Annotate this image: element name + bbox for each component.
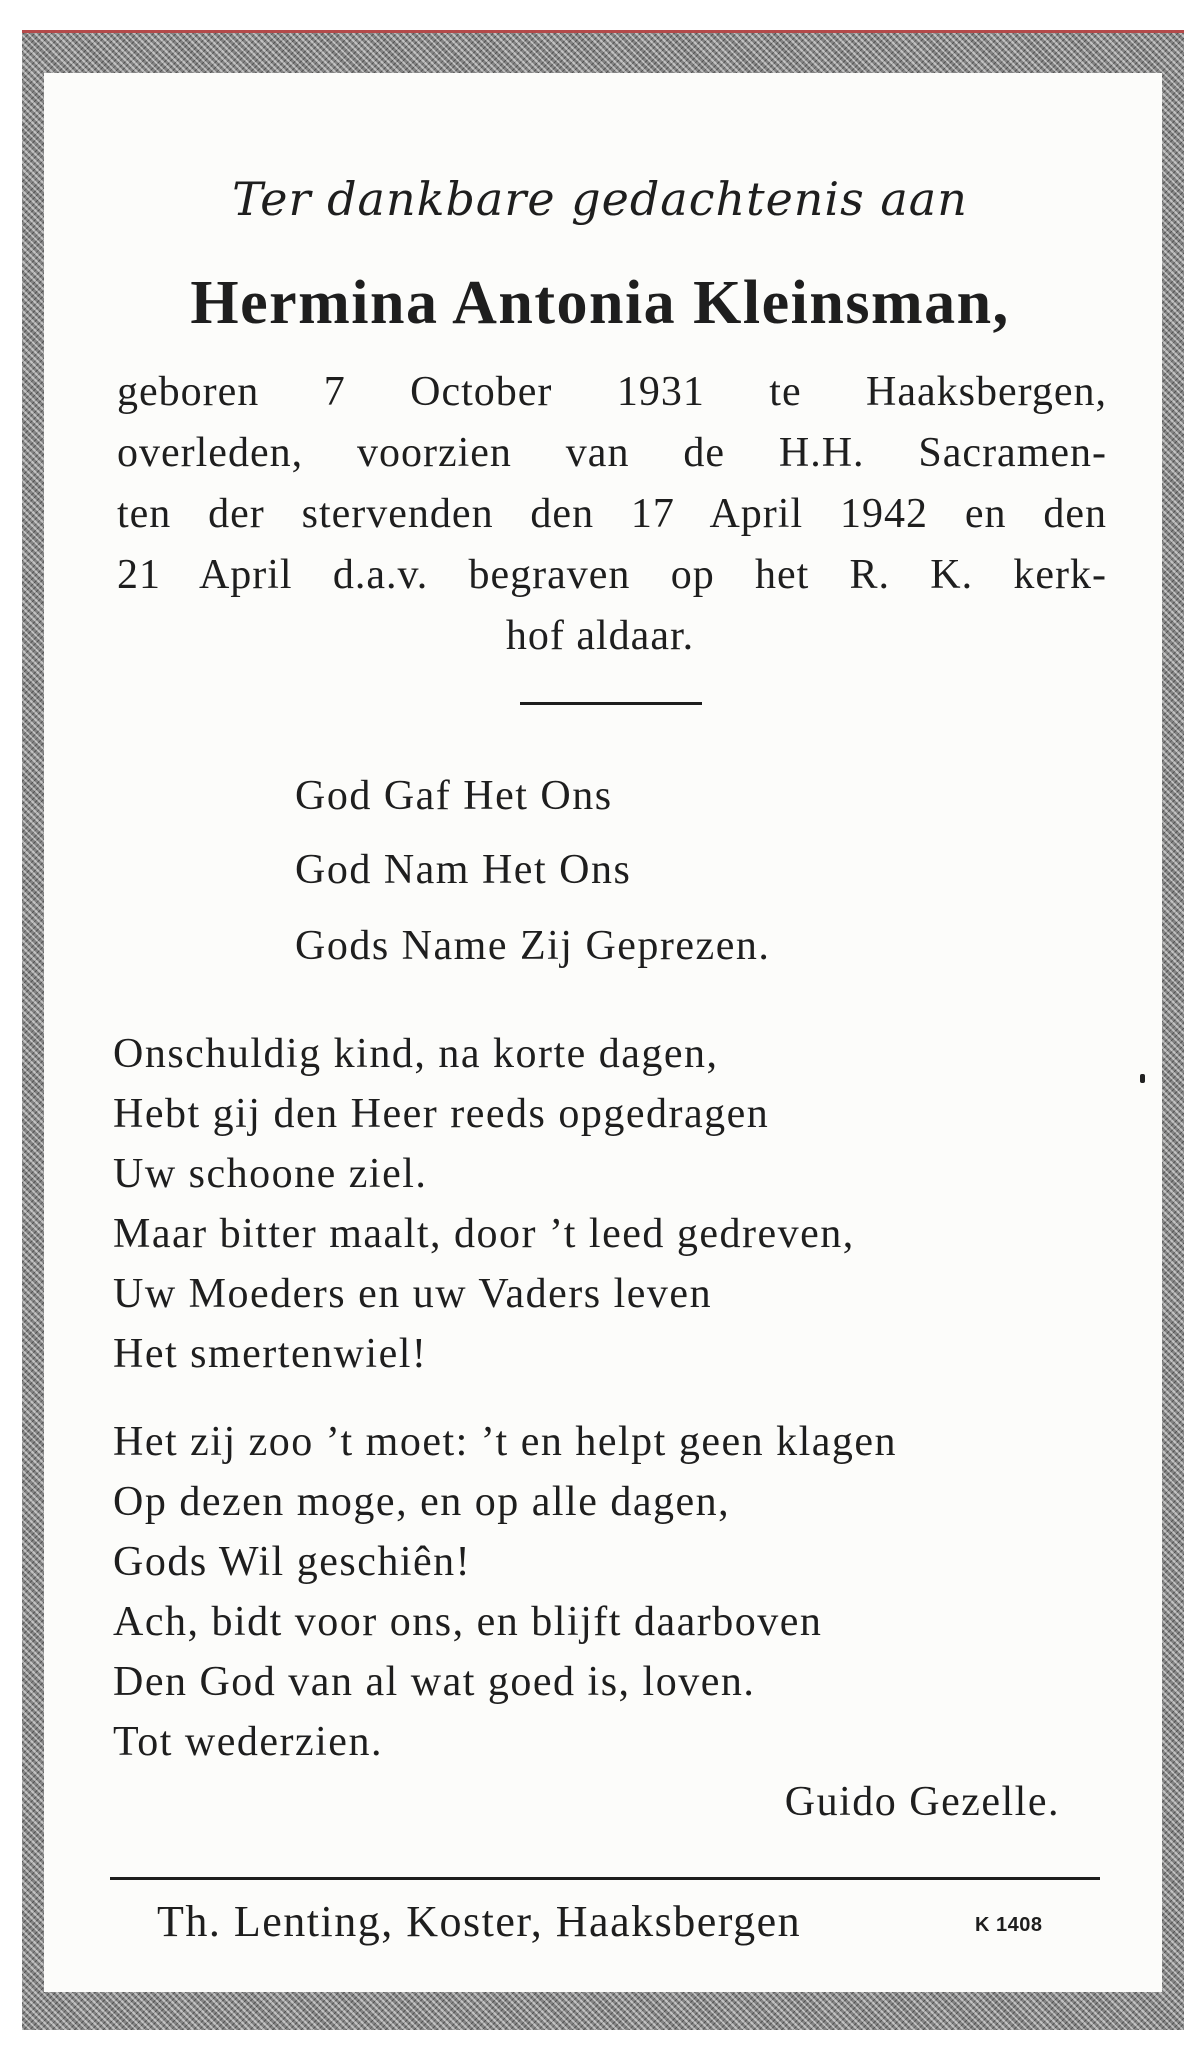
poem-line-8: Op dezen moge, en op alle dagen, [113,1479,731,1525]
bio-line-1: geboren 7 October 1931 te Haaksbergen, [117,369,1107,415]
poem-line-9: Gods Wil geschiên! [113,1539,472,1585]
section-divider [520,702,702,705]
poem-line-1: Onschuldig kind, na korte dagen, [113,1031,719,1077]
bio-line-4: 21 April d.a.v. begraven op het R. K. kerk- [117,552,1107,598]
quote-line-3: Gods Name Zij Geprezen. [295,923,771,969]
poem-author: Guido Gezelle. [784,1779,1060,1825]
poem-line-2: Hebt gij den Heer reeds opgedragen [113,1091,770,1137]
poem-line-10: Ach, bidt voor ons, en blijft daarboven [113,1599,823,1645]
deceased-name: Hermina Antonia Kleinsman, [190,269,1010,337]
poem-line-7: Het zij zoo ’t moet: ’t en helpt geen klagen [113,1419,898,1465]
bio-line-5: hof aldaar. [505,613,695,659]
card-heading: Ter dankbare gedachtenis aan [232,172,968,226]
quote-line-1: God Gaf Het Ons [295,773,613,819]
ink-speck [1140,1074,1145,1083]
footer-rule [110,1877,1100,1880]
bio-line-2: overleden, voorzien van de H.H. Sacramen- [117,430,1107,476]
poem-line-5: Uw Moeders en uw Vaders leven [113,1271,713,1317]
poem-line-12: Tot wederzien. [113,1719,383,1765]
quote-line-2: God Nam Het Ons [295,847,632,893]
print-code: K 1408 [975,1914,1043,1936]
poem-line-4: Maar bitter maalt, door ’t leed gedreven, [113,1211,855,1257]
poem-line-6: Het smertenwiel! [113,1331,428,1377]
poem-line-3: Uw schoone ziel. [113,1151,428,1197]
bio-line-3: ten der stervenden den 17 April 1942 en den [117,491,1107,537]
poem-line-11: Den God van al wat goed is, loven. [113,1659,756,1705]
printer-credit: Th. Lenting, Koster, Haaksbergen [157,1897,802,1946]
